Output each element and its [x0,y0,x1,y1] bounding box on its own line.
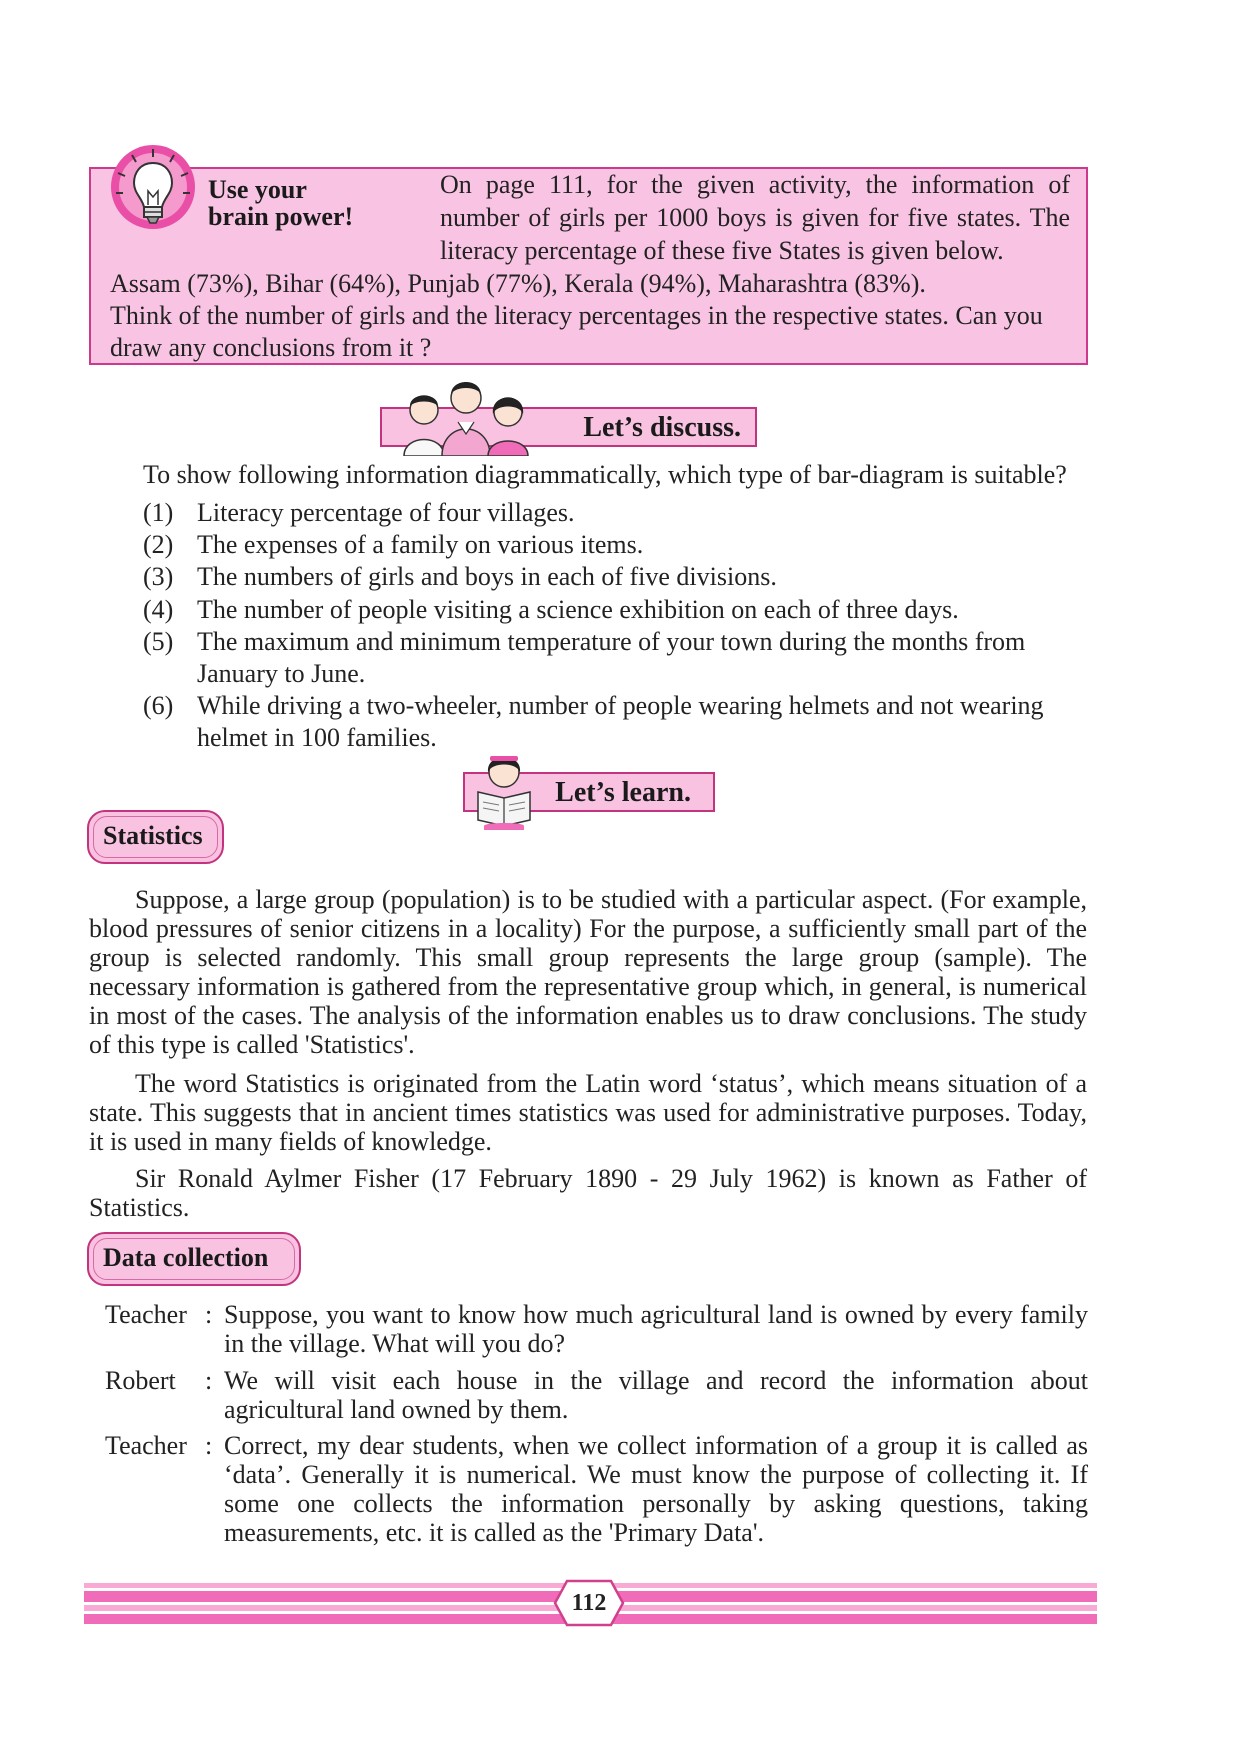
brain-power-intro: On page 111, for the given activity, the information of number of girls per 1000 boys is given for five states. The literacy percentage of these five States is given below. [440,170,1070,265]
discuss-item-text: The number of people visiting a science exhibition on each of three days. [197,595,959,624]
statistics-paragraph: Suppose, a large group (population) is to be studied with a particular aspect. (For example, blood pressures of senior citizens in a locality) For the purpose, a sufficiently small part of the group is selected randomly. This small group represents the large group (sample). The necessary information is gathered from the representative group which, in general, is numerical in most of the cases. The analysis of the information enables us to draw conclusions. The study of this type is called 'Statistics'. [89,885,1087,1059]
discuss-prompt: To show following information diagrammatically, which type of bar-diagram is suitable? [143,460,1067,489]
discuss-item-text: The expenses of a family on various items. [197,530,644,559]
dialogue-text: Correct, my dear students, when we collect information of a group it is called as ‘data’. Generally it is numerical. We must know the purpose of collecting it. If some one collects the information personally by asking questions, taking measurements, etc. it is called as the 'Primary Data'. [224,1431,1088,1547]
discuss-item-text: Literacy percentage of four villages. [197,498,575,527]
dialogue-text: We will visit each house in the village and record the information about agricultural land owned by them. [224,1366,1088,1424]
children-discussing-illustration [396,376,536,456]
dialogue-colon: : [205,1366,213,1395]
dialogue-speaker: Teacher [105,1300,187,1329]
discuss-item-number: (5) [143,627,174,656]
dialogue-colon: : [205,1431,213,1460]
dialogue-speaker: Teacher [105,1431,187,1460]
brain-power-question: Think of the number of girls and the literacy percentages in the respective states. Can you draw any conclusions from it ? [110,301,1043,362]
light-bulb-icon [110,143,196,239]
discuss-item-number: (4) [143,595,174,624]
girl-reading-illustration [470,752,538,830]
page-number-badge [553,1579,625,1627]
statistics-heading-label: Statistics [103,821,203,850]
dialogue-text: Suppose, you want to know how much agricultural land is owned by every family in the village. What will you do? [224,1300,1088,1358]
lets-discuss-label: Let’s discuss. [583,412,741,443]
statistics-heading [87,810,224,864]
page-number: 112 [571,1590,607,1616]
discuss-item-text: The maximum and minimum temperature of your town during the months from January to June. [197,627,1026,688]
lets-learn-label: Let’s learn. [555,777,691,808]
dialogue-colon: : [205,1300,213,1329]
brain-power-states: Assam (73%), Bihar (64%), Punjab (77%), Kerala (94%), Maharashtra (83%). [110,269,926,298]
brain-power-title-line1: Use your [208,175,307,204]
statistics-paragraph: Sir Ronald Aylmer Fisher (17 February 1890 - 29 July 1962) is known as Father of Statistics. [89,1164,1087,1222]
discuss-item-number: (1) [143,498,174,527]
discuss-item-number: (2) [143,530,174,559]
discuss-item-text: While driving a two-wheeler, number of people wearing helmets and not wearing helmet in 100 families. [197,691,1044,752]
dialogue-speaker: Robert [105,1366,176,1395]
brain-power-title-line2: brain power! [208,202,354,231]
discuss-item-number: (3) [143,562,174,591]
discuss-item-text: The numbers of girls and boys in each of five divisions. [197,562,777,591]
data-collection-heading [87,1232,301,1286]
statistics-paragraph: The word Statistics is originated from the Latin word ‘status’, which means situation of a state. This suggests that in ancient times statistics was used for administrative purposes. Today, it is used in many fields of knowledge. [89,1069,1087,1156]
discuss-item-number: (6) [143,691,174,720]
brain-power-title [208,176,408,230]
data-collection-heading-label: Data collection [103,1243,269,1272]
